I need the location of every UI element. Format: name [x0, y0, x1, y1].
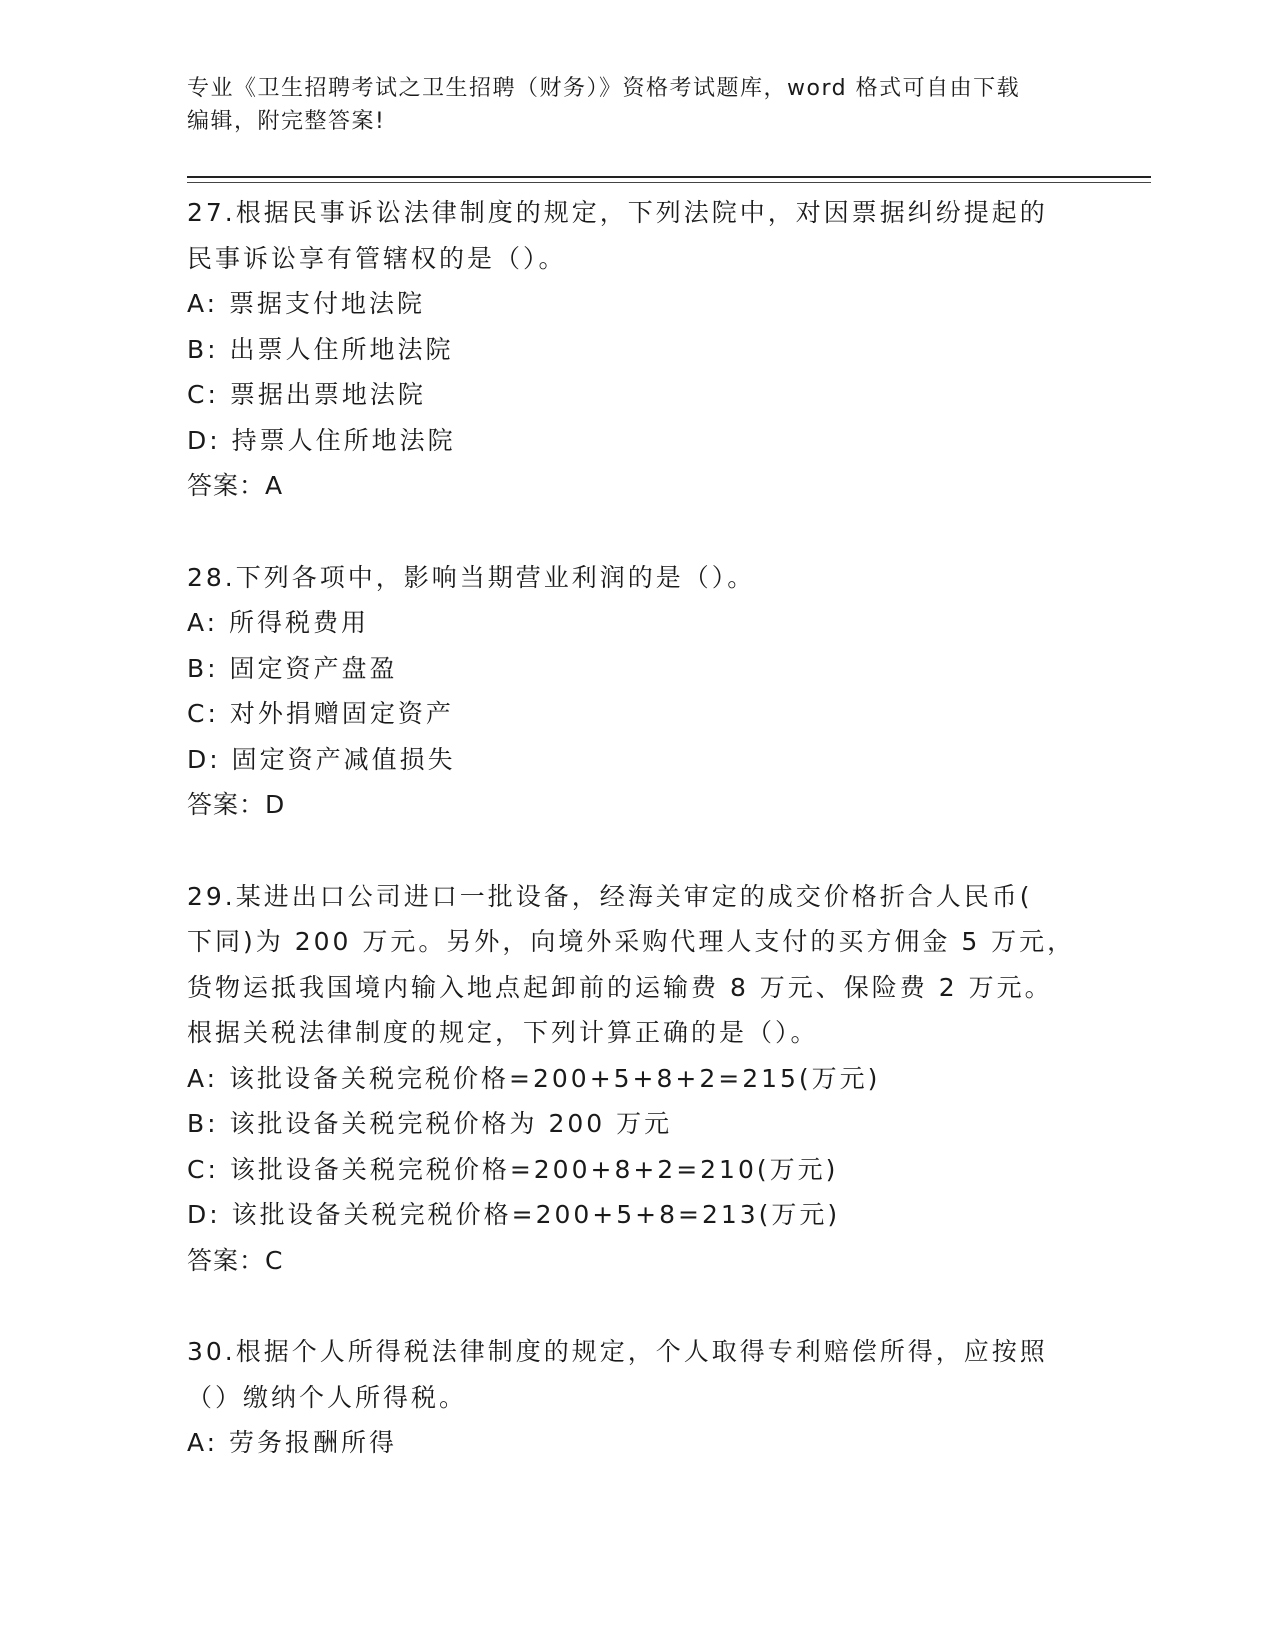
- option-b: B: 出票人住所地法院: [187, 334, 454, 364]
- question-text-line: 货物运抵我国境内输入地点起卸前的运输费 8 万元、保险费 2 万元。: [187, 972, 1053, 1002]
- question-29: [187, 874, 1087, 1284]
- question-text-line: 民事诉讼享有管辖权的是（）。: [187, 243, 567, 273]
- option-b: B: 固定资产盘盈: [187, 653, 398, 683]
- option-d: D: 固定资产减值损失: [187, 744, 456, 774]
- question-text-line: 根据关税法律制度的规定，下列计算正确的是（）。: [187, 1018, 819, 1047]
- document-header: [187, 72, 1067, 138]
- question-30: [187, 1329, 1087, 1466]
- question-28: [187, 555, 1087, 828]
- header-line-2: 编辑，附完整答案!: [187, 109, 386, 134]
- question-list: [187, 190, 1087, 1512]
- option-a: A: 该批设备关税完税价格=200+5+8+2=215(万元): [187, 1063, 881, 1093]
- question-27: [187, 190, 1087, 509]
- answer-label: 答案：A: [187, 471, 284, 500]
- answer-label: 答案：C: [187, 1245, 284, 1275]
- option-d: D: 持票人住所地法院: [187, 425, 456, 455]
- option-c: C: 票据出票地法院: [187, 380, 426, 409]
- question-text-line: 28.下列各项中，影响当期营业利润的是（）。: [187, 562, 756, 592]
- header-divider-thick: [187, 176, 1151, 178]
- question-text-line: 下同)为 200 万元。另外，向境外采购代理人支付的买方佣金 5 万元，: [187, 927, 1076, 956]
- option-b: B: 该批设备关税完税价格为 200 万元: [187, 1109, 673, 1138]
- header-line-1: 专业《卫生招聘考试之卫生招聘（财务）》资格考试题库，word 格式可自由下载: [187, 76, 1021, 101]
- answer-label: 答案：D: [187, 790, 286, 819]
- question-text-line: 27.根据民事诉讼法律制度的规定，下列法院中，对因票据纠纷提起的: [187, 198, 1048, 227]
- option-c: C: 该批设备关税完税价格=200+8+2=210(万元): [187, 1154, 839, 1184]
- question-text-line: 30.根据个人所得税法律制度的规定，个人取得专利赔偿所得，应按照: [187, 1337, 1048, 1366]
- question-text-line: 29.某进出口公司进口一批设备，经海关审定的成交价格折合人民币(: [187, 881, 1033, 911]
- option-a: A: 劳务报酬所得: [187, 1428, 398, 1457]
- option-a: A: 所得税费用: [187, 608, 370, 637]
- question-text-line: （）缴纳个人所得税。: [187, 1382, 468, 1412]
- header-divider-thin: [187, 182, 1151, 183]
- option-c: C: 对外捐赠固定资产: [187, 699, 454, 728]
- option-d: D: 该批设备关税完税价格=200+5+8=213(万元): [187, 1200, 841, 1229]
- option-a: A: 票据支付地法院: [187, 289, 426, 318]
